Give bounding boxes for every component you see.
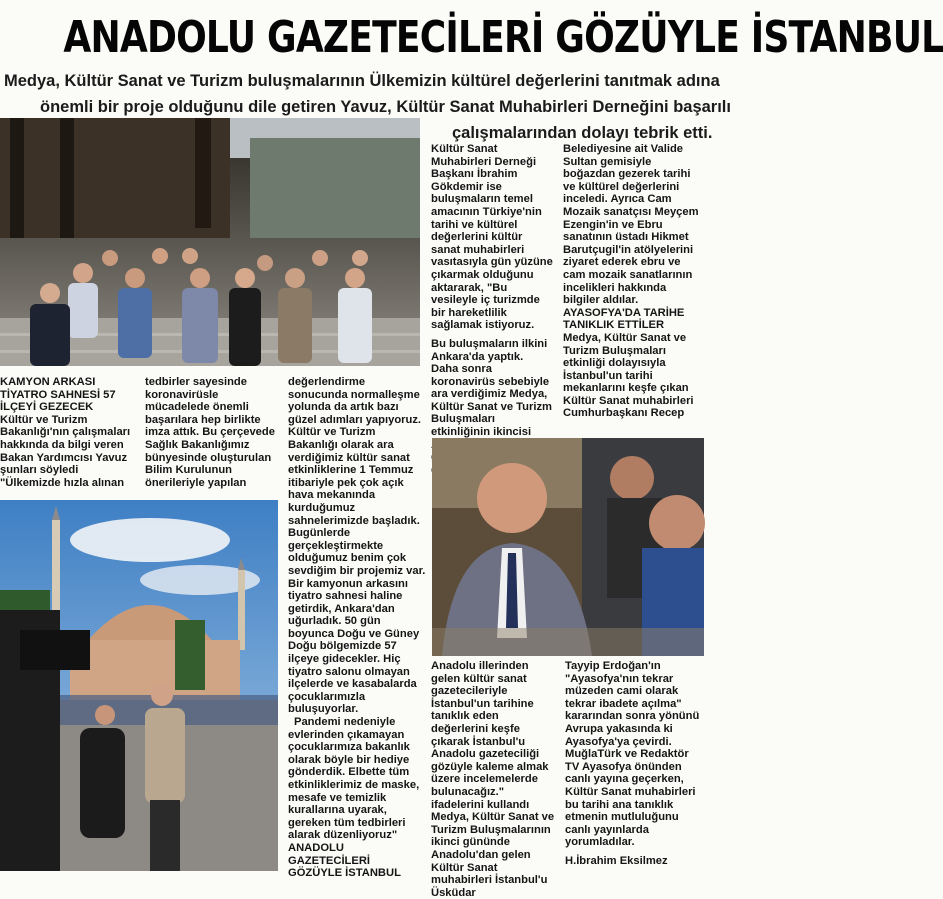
text-column-right-2	[563, 143, 704, 433]
text-column-bottom-1	[431, 660, 558, 899]
subheading: ANADOLU GAZETECİLERİ GÖZÜYLE İSTANBUL	[288, 841, 401, 880]
paragraph: Belediyesine ait Valide Sultan gemisiyle boğazdan gezerek tarihi ve kültürel değerlerini inceledi. Ayrıca Cam Mozaik sanatçısı Meyçem Ezengin'in ve Ebru sanatının üstadı Hikmet Barutçugil'in atölyelerini ziyaret ederek ebru ve cam mozaik sanatlarının incelikleri hakkında bilgiler aldılar.	[563, 143, 699, 307]
lead-line-1: Medya, Kültür Sanat ve Turizm buluşmalarının Ülkemizin kültürel değerlerini tanıtmak adına	[4, 72, 720, 90]
portrait-photo	[432, 438, 704, 656]
text-column-mid-2	[145, 376, 277, 492]
paragraph: Kültür ve Turizm Bakanlığı'nın çalışmaları hakkında da bilgi veren Bakan Yardımcısı Yavuz şunları söyledi "Ülkemizde hızla alınan	[0, 413, 131, 489]
lead-line-3: çalışmalarından dolayı tebrik etti.	[452, 124, 713, 142]
hagia-sophia-photo	[0, 500, 278, 871]
paragraph: Tayyip Erdoğan'ın "Ayasofya'nın tekrar müzeden cami olarak tekrar ibadete açılma" kararından sonra yönünü Avrupa yakasında ki Ayasofya'ya çevirdi. MuğlaTürk ve Redaktör TV Ayasofya önünden canlı yayına geçerken, Kültür Sanat muhabirleri bu tarihi ana tanıklık etmenin mutluluğunu canlı yayınlarda yorumladılar.	[565, 660, 700, 849]
paragraph: değerlendirme sonucunda normalleşme yolunda da artık bazı güzel adımları yapıyoruz. Kültür ve Turizm Bakanlığı olarak ara verdiğimiz kültür sanat etkinliklerine 1 Temmuz itibariyle pek çok açık hava mekanında kurduğumuz sahnelerimizde başladık. Bugünlerde gerçekleştirmekte olduğumuz benim çok sevdiğim bir projemiz var. Bir kamyonun arkasını tiyatro sahnesi haline getirdik, Ankara'dan uğurladık. 50 gün boyunca Doğu ve Güney Doğu bölgemizde 57 ilçeye gidecekler. Hiç tiyatro salonu olmayan ilçelerde ve kasabalarda çocuklarımızla buluşuyorlar.	[288, 376, 426, 716]
paragraph: Bu buluşmaların ilkini Ankara'da yaptık. Daha sonra koronavirüs sebebiyle ara verdiğimiz Medya, Kültür Sanat ve Turizm Buluşmaları etkinliğinin ikincisi	[431, 337, 553, 439]
text-column-mid-3	[288, 376, 426, 880]
lead-line-2: önemli bir proje olduğunu dile getiren Yavuz, Kültür Sanat Muhabirleri Derneğini başarılı	[40, 98, 731, 116]
headline: ANADOLU GAZETECİLERİ GÖZÜYLE İSTANBUL	[63, 12, 943, 63]
paragraph: Kültür Sanat Muhabirleri Derneği Başkanı İbrahim Gökdemir ise buluşmaların temel amacının Türkiye'nin tarihi ve kültürel değerlerini kültür sanat muhabirleri vasıtasıyla gün yüzüne çıkarmak olduğunu aktararak, "Bu vesileyle iç turizmde bir hareketlilik sağlamak istiyoruz.	[431, 143, 553, 332]
byline: H.İbrahim Eksilmez	[565, 854, 668, 867]
text-column-right-1	[431, 143, 553, 439]
paragraph: Medya, Kültür Sanat ve Turizm Buluşmaları etkinliği dolayısıyla İstanbul'un tarihi mekanlarını keşfe çıkan Kültür Sanat muhabirleri Cumhurbaşkanı Recep	[563, 331, 694, 420]
text-column-mid-1	[0, 376, 132, 492]
text-column-bottom-2	[565, 660, 704, 871]
subheading: AYASOFYA'DA TARİHE TANIKLIK ETTİLER	[563, 306, 685, 332]
paragraph: Anadolu illerinden gelen kültür sanat gazetecileriyle İstanbul'un tarihine tanıklık eden değerlerini keşfe çıkarak İstanbul'u Anadolu gazeteciliği gözüyle kaleme almak üzere incelemelerde bulunacağız." ifadelerini kullandı Medya, Kültür Sanat ve Turizm Buluşmalarının ikinci gününde Anadolu'dan gelen Kültür Sanat muhabirleri İstanbul'u Üsküdar	[431, 660, 555, 899]
paragraph: tedbirler sayesinde koronavirüsle mücadelede önemli başarılara hep birlikte imza attık. Bu çerçevede Sağlık Bakanlığımız bünyesinde oluşturulan Bilim Kurulunun önerileriyle yapılan	[145, 376, 275, 489]
group-photo	[0, 118, 420, 366]
paragraph: Pandemi nedeniyle evlerinden çıkamayan çocuklarımıza bakanlık olarak böyle bir hediye gönderdik. Elbette tüm etkinliklerimiz de maske, mesafe ve temizlik kurallarına uyarak, gereken tüm tedbirleri alarak düzenliyoruz"	[288, 716, 420, 842]
subheading: KAMYON ARKASI TİYATRO SAHNESİ 57 İLÇEYİ GEZECEK	[0, 376, 116, 414]
